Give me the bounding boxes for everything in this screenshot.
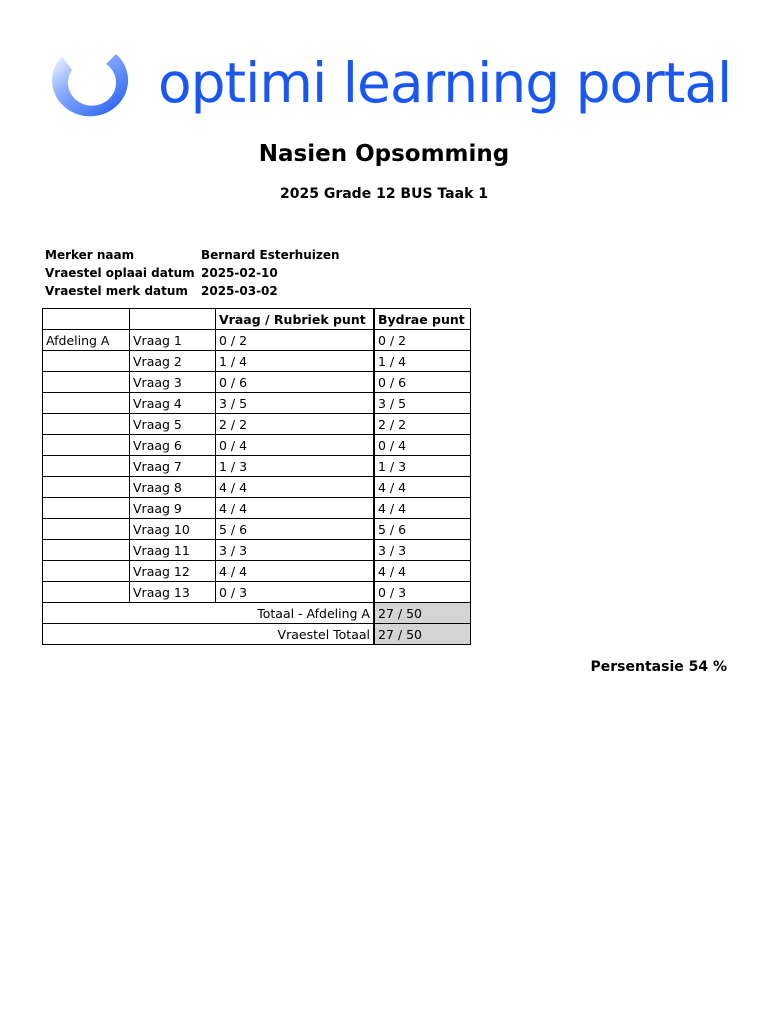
score-cell: 0 / 4 (216, 435, 375, 456)
section-cell (43, 519, 130, 540)
section-cell (43, 477, 130, 498)
contribution-cell: 4 / 4 (374, 498, 471, 519)
score-cell: 2 / 2 (216, 414, 375, 435)
question-cell: Vraag 6 (130, 435, 216, 456)
question-cell: Vraag 1 (130, 330, 216, 351)
question-cell: Vraag 4 (130, 393, 216, 414)
section-cell: Afdeling A (43, 330, 130, 351)
contribution-cell: 4 / 4 (374, 477, 471, 498)
question-cell: Vraag 12 (130, 561, 216, 582)
section-cell (43, 414, 130, 435)
score-cell: 3 / 5 (216, 393, 375, 414)
table-row (43, 477, 471, 498)
meta-label: Vraestel oplaai datum (45, 266, 195, 280)
question-cell: Vraag 10 (130, 519, 216, 540)
table-header (43, 309, 130, 330)
contribution-cell: 2 / 2 (374, 414, 471, 435)
table-row (43, 414, 471, 435)
contribution-cell: 5 / 6 (374, 519, 471, 540)
logo-text: optimi learning portal (158, 51, 732, 115)
optimi-logo-icon (48, 48, 134, 126)
contribution-cell: 1 / 4 (374, 351, 471, 372)
page-subtitle: 2025 Grade 12 BUS Taak 1 (280, 186, 488, 202)
score-cell: 5 / 6 (216, 519, 375, 540)
question-cell: Vraag 11 (130, 540, 216, 561)
score-cell: 0 / 2 (216, 330, 375, 351)
score-cell: 1 / 4 (216, 351, 375, 372)
meta-label: Vraestel merk datum (45, 284, 188, 298)
section-cell (43, 456, 130, 477)
table-row (43, 561, 471, 582)
question-cell: Vraag 13 (130, 582, 216, 603)
contribution-cell: 3 / 5 (374, 393, 471, 414)
section-cell (43, 372, 130, 393)
table-row (43, 540, 471, 561)
section-cell (43, 498, 130, 519)
meta-label: Merker naam (45, 248, 135, 262)
question-cell: Vraag 5 (130, 414, 216, 435)
meta-block (45, 246, 340, 300)
meta-row-upload-date (45, 264, 340, 282)
meta-value: 2025-03-02 (201, 284, 278, 298)
table-row (43, 393, 471, 414)
contribution-cell: 0 / 2 (374, 330, 471, 351)
contribution-cell: 4 / 4 (374, 561, 471, 582)
paper-total-value: 27 / 50 (374, 624, 471, 645)
table-row (43, 498, 471, 519)
meta-value: 2025-02-10 (201, 266, 278, 280)
score-cell: 4 / 4 (216, 477, 375, 498)
score-cell: 0 / 3 (216, 582, 375, 603)
section-total-value: 27 / 50 (374, 603, 471, 624)
section-cell (43, 582, 130, 603)
score-cell: 3 / 3 (216, 540, 375, 561)
meta-row-marker (45, 246, 340, 264)
contribution-cell: 1 / 3 (374, 456, 471, 477)
score-cell: 4 / 4 (216, 561, 375, 582)
table-row (43, 519, 471, 540)
page-title: Nasien Opsomming (258, 141, 510, 167)
section-total-label: Totaal - Afdeling A (43, 603, 375, 624)
question-cell: Vraag 2 (130, 351, 216, 372)
question-cell: Vraag 7 (130, 456, 216, 477)
table-header: Bydrae punt (374, 309, 471, 330)
section-total-row (43, 603, 471, 624)
table-row (43, 330, 471, 351)
meta-row-mark-date (45, 282, 340, 300)
score-cell: 4 / 4 (216, 498, 375, 519)
section-cell (43, 435, 130, 456)
question-cell: Vraag 3 (130, 372, 216, 393)
paper-total-label: Vraestel Totaal (43, 624, 375, 645)
table-header (130, 309, 216, 330)
table-row (43, 372, 471, 393)
marks-table (42, 308, 471, 645)
brand-logo (48, 46, 732, 128)
table-row (43, 456, 471, 477)
contribution-cell: 0 / 3 (374, 582, 471, 603)
score-cell: 1 / 3 (216, 456, 375, 477)
meta-value: Bernard Esterhuizen (201, 248, 340, 262)
percentage-summary: Persentasie 54 % (590, 659, 727, 675)
question-cell: Vraag 9 (130, 498, 216, 519)
contribution-cell: 0 / 6 (374, 372, 471, 393)
question-cell: Vraag 8 (130, 477, 216, 498)
score-cell: 0 / 6 (216, 372, 375, 393)
contribution-cell: 0 / 4 (374, 435, 471, 456)
section-cell (43, 561, 130, 582)
section-cell (43, 393, 130, 414)
section-cell (43, 540, 130, 561)
table-row (43, 582, 471, 603)
contribution-cell: 3 / 3 (374, 540, 471, 561)
paper-total-row (43, 624, 471, 645)
table-header-row (43, 309, 471, 330)
table-row (43, 351, 471, 372)
table-row (43, 435, 471, 456)
section-cell (43, 351, 130, 372)
table-header: Vraag / Rubriek punt (216, 309, 375, 330)
